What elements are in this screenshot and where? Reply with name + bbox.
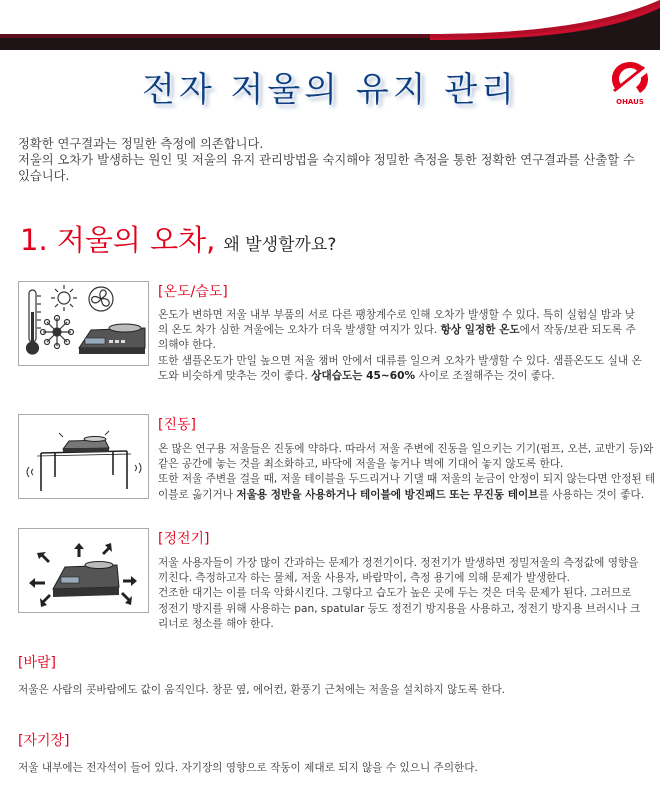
thermometer-icon: [27, 290, 42, 354]
section-body-static: [158, 556, 644, 632]
balance-icon: [53, 562, 119, 598]
section-title-static: [정전기]: [158, 531, 210, 547]
fan-icon: [89, 287, 113, 311]
temp-paragraph-2: 또한 샘플온도가 만일 높으면 저울 챔버 안에서 대류를 일으켜 오차가 발생할 수 있다. 샘플온도도 실내 온도와 비슷하게 맞추는 것이 좋다. 상대습도는 45~60% 사이로 조절해주는 것이 좋다.: [158, 354, 642, 382]
vibration-illustration: [18, 414, 149, 499]
sun-icon: [51, 285, 77, 311]
intro-line-1: 정확한 연구결과는 정밀한 측정에 의존합니다.: [18, 137, 264, 151]
table-icon: [37, 451, 131, 491]
intro-line-2: 저울의 오차가 발생하는 원인 및 저울의 유지 관리방법을 숙지해야 정밀한 측정을 통한 정확한 연구결과를 산출할 수 있습니다.: [18, 153, 635, 183]
section-heading-sub: 왜 발생할까요?: [223, 235, 337, 255]
section-title-temp: [온도/습도]: [158, 284, 228, 300]
vibration-paragraph-1: 온 많은 연구용 저울들은 진동에 약하다. 따라서 저울 주변에 진동을 일으키는 기기(펌프, 오븐, 교반기 등)와 같은 공간에 놓는 것을 최소화하고, 바닥에 저울을 놓거나 벽에 기대어 놓지 않도록 한다.: [158, 443, 654, 471]
temp-humidity-illustration: [18, 281, 149, 366]
snowflake-icon: [41, 316, 74, 349]
section-title-wind: [바람]: [18, 655, 56, 671]
intro-text: [18, 136, 648, 184]
section-body-magnet: 저울 내부에는 전자석이 들어 있다. 자기장의 영향으로 작동이 제대로 되지 않을 수 있으니 주의한다.: [18, 762, 478, 774]
balance-icon: [63, 437, 109, 453]
section-title-vibration: [진동]: [158, 417, 196, 433]
static-illustration: [18, 528, 149, 613]
balance-icon: [79, 324, 145, 354]
section-title-magnet: [자기장]: [18, 733, 70, 749]
section-heading-main: 1. 저울의 오차,: [20, 223, 216, 257]
ohaus-logo: [607, 60, 653, 106]
section-body-temp: [158, 308, 644, 384]
top-banner: [0, 0, 660, 50]
section-heading: [20, 218, 336, 259]
section-body-vibration: [158, 442, 658, 503]
page-title: 전자 저울의 유지 관리: [141, 70, 519, 110]
static-paragraph-1: 저울 사용자들이 가장 많이 간과하는 문제가 정전기이다. 정전기가 발생하면 정밀저울의 측정값에 영향을 끼친다. 측정하고자 하는 물체, 저울 사용자, 바람막이, 측정 용기에 의해 문제가 발생한다.: [158, 557, 639, 585]
logo-text: OHAUS: [616, 98, 644, 106]
vibration-paragraph-2: 또한 저울 주변을 걸을 때, 저울 테이블을 두드리거나 기댈 때 저울의 눈금이 안정이 되지 않는다면 안정된 테이블로 옮기거나 저울용 정반을 사용하거나 테이블에 방진패드 또는 무진동 테이브를 사용하는 것이 좋다.: [158, 473, 656, 501]
static-paragraph-2: 건조한 대기는 이를 더욱 악화시킨다. 그렇다고 습도가 높은 곳에 두는 것은 더욱 문제가 된다. 그러므로 정전기 방지를 위해 사용하는 pan, spatular 등도 정전기 방지용을 사용하고, 정전기 방지용 브러시나 크리너로 청소를 해야 한다.: [158, 587, 641, 630]
temp-paragraph-1: 온도가 변하면 저울 내부 부품의 서로 다른 팽창계수로 인해 오차가 발생할 수 있다. 특히 실험실 밤과 낮의 온도 차가 심한 겨울에는 오차가 더욱 발생할 여지가 있다. 항상 일정한 온도에서 작동/보관 되도록 주의해야 한다.: [158, 309, 636, 352]
section-body-wind: 저울은 사람의 콧바람에도 값이 움직인다. 창문 옆, 에어컨, 환풍기 근처에는 저울을 설치하지 않도록 한다.: [18, 684, 506, 696]
